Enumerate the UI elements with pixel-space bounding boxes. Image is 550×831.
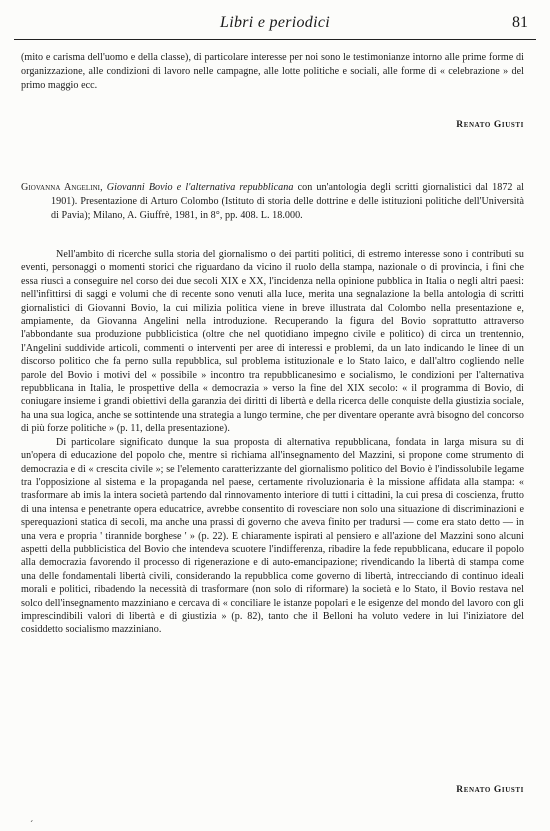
previous-review-text: (mito e carisma dell'uomo e della classe), di particolare interesse per noi sono le testimonianze intorno alle prime forme di organizzazione, alle condizioni di lavoro nelle campagne, alle lotte politiche e sociali, alle forme di « celebrazione » del primo maggio ecc.: [21, 52, 524, 92]
page-number: 81: [512, 14, 528, 31]
book-title: Giovanni Bovio e l'alternativa repubblicana: [106, 182, 294, 193]
review-body: [21, 248, 524, 637]
review-paragraph-2: Di particolare significato dunque la sua proposta di alternativa repubblicana, fondata in larga misura su di un'opera di educazione del popolo che, mentre si richiama all'insegnamento del Mazzini, si propone come strumento di democrazia e di « crescita civile »; se l'elemento caratterizzante del giornalismo politico del Bovio è l'indissolubile legame tra l'opposizione al sistema e la propaganda nel paese, certamente rivoluzionaria è la missione affidata alla stampa: « trasformare ab imis la intera società partendo dal rinnovamento interiore di tutti i cittadini, la cui presa di coscienza, frutto di una intensa e penetrante opera educatrice, avrebbe consentito di rovesciare non solo una situazione di discriminazioni e sperequazioni statica di secoli, ma anche una prassi di governo che aveva finito per tradursi — come era stato detto — in una vera e propria ' tirannide borghese ' » (p. 22). E chiaramente ispirati al pensiero e all'azione del Mazzini sono alcuni aspetti della pubblicistica del Bovio che intendeva scuotere l'indifferenza, ribadire la fede repubblicana, educare il popolo alla democrazia favorendo il processo di rigenerazione e di auto-emancipazione; rivendicando la libertà di stampa come una delle fondamentali libertà civili, considerando la repubblica come governo di libertà, intrecciando di continuo ideali morali e politici, ribadendo la necessità di trasformare (non solo di riformare) la società e lo Stato, il Bovio restava nel solco dell'insegnamento mazziniano e cercava di « conciliare le istanze popolari e le esigenze del mondo del lavoro con gli imprescindibili valori di libertà e di giustizia » (p. 82), tanto che il Belloni ha voluto vedere in lui l'iniziatore del cosiddetto socialismo mazziniano.: [21, 436, 524, 636]
previous-review-ending: [21, 51, 524, 93]
review-author: Giovanna Angelini,: [21, 182, 103, 193]
footer-mark: ´: [30, 820, 34, 831]
review-paragraph-1: Nell'ambito di ricerche sulla storia del giornalismo o dei partiti politici, di estremo interesse sono i contributi su eventi, personaggi o momenti storici che riguardano da vicino il ruolo della stampa, nazionale o di provincia, i fini che essa riuscì a conseguire nel corso dei due secoli XIX e XX, l'incidenza nella opinione pubblica in Italia o negli altri paesi: nell'infittirsi di saggi e volumi che di recente sono venuti alla luce, merita una segnalazione la bella antologia di scritti giornalistici di Giovanni Bovio, la cui milizia politica viene in breve illustrata dal Colombo nella presentazione e, ampiamente, da Giovanna Angelini nella introduzione. Recuperando la figura del Bovio soprattutto attraverso l'abbondante sua produzione pubblicistica (oltre che nel quotidiano impegno civile e politico) di circa un trentennio, l'Angelini suddivide articoli, commenti o interventi per aree di interessi e problemi, da un lato indicando le linee di un discorso politico che fa perno sulla repubblica, sul problema istituzionale e lo Stato laico, e dall'altro cogliendo nelle parole del Bovio i motivi del « possibile » incontro tra repubblicanesimo e socialismo, le condizioni per l'alternativa repubblicana in Italia, le prospettive della « democrazia » verso la fine del XIX secolo: « il programma di Bovio, di coniugare insieme i grandi obiettivi della garanzia dei diritti di libertà e della ricerca delle conquiste della giustizia sociale, ha una sua logica, anche se sottintende una strategia a lungo termine, che per diventare operante avrà bisogno del concorso di più forze politiche » (p. 11, della presentazione).: [21, 249, 524, 435]
page-header: [14, 13, 536, 40]
bibliographic-details: con un'antologia degli scritti giornalistici dal 1872 al 1901). Presentazione di Arturo Colombo (Istituto di storia delle dottrine e delle istituzioni politiche dell'Università di Pavia); Milano, A. Giuffrè, 1981, in 8°, pp. 408. L. 18.000.: [51, 182, 525, 222]
running-title: Libri e periodici: [220, 14, 330, 31]
review-signature: Renato Giusti: [456, 785, 524, 795]
bibliographic-entry: [21, 181, 524, 223]
previous-review-signature: Renato Giusti: [456, 120, 524, 130]
review-heading: [21, 181, 524, 223]
